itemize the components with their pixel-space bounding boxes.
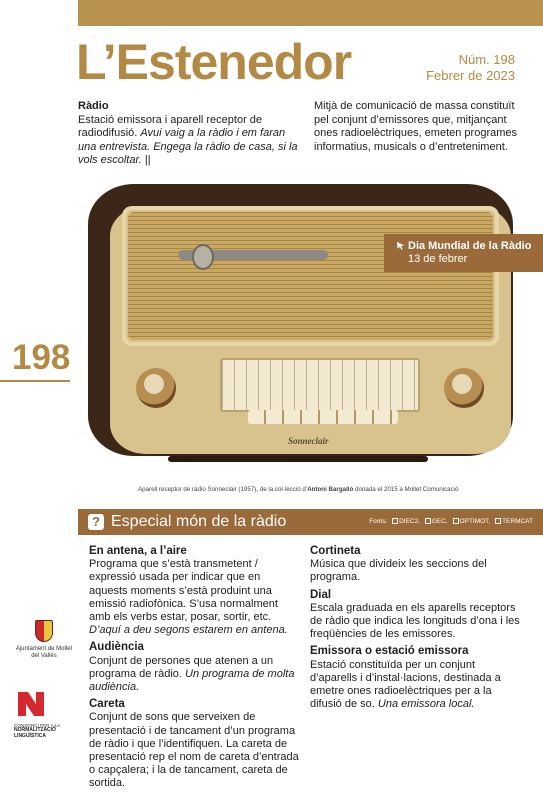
source-diec2: DIEC2, — [399, 518, 421, 525]
link-icon — [453, 518, 459, 524]
cpnl-logo — [14, 690, 74, 739]
glossary-term: Careta — [89, 698, 125, 711]
glossary-entry: Careta Conjunt de sons que serveixen de presentació i de tancament d’un programa de ràdio i que l’identifiquen. La careta de presentació rep el nom de careta d’entrada o capçalera; i la de tancament, careta de sortida. — [89, 698, 301, 790]
section-title: Especial món de la ràdio — [111, 513, 287, 530]
council-logo — [14, 620, 74, 660]
cpnl-line-1: CONSORCI PER A LA — [14, 722, 61, 728]
question-mark-icon: ? — [88, 514, 104, 530]
world-radio-day-title: Dia Mundial de la Ràdio — [408, 240, 532, 252]
source-gec: GEC, — [431, 518, 448, 525]
definition-separator: || — [144, 154, 151, 166]
tuning-dial — [220, 358, 420, 412]
masthead-title: L’Estenedor — [76, 34, 352, 90]
photo-caption: Aparell receptor de ràdio Sonneclair (1957), de la col·lecció d’Antoni Bargalló donada el 2015 a Mollet Comunicació — [138, 486, 459, 493]
top-color-bar — [78, 0, 543, 26]
tuning-knob — [444, 368, 484, 408]
sources-label: Fonts: — [369, 518, 388, 525]
cursor-arrow-icon — [396, 241, 405, 250]
issue-number: Núm. 198 — [458, 52, 515, 67]
source-termcat: TERMCAT — [502, 518, 533, 525]
sources-list — [369, 518, 533, 525]
definition-left-column — [78, 100, 303, 168]
glossary-entry: Dial Escala graduada en els aparells receptors de ràdio que indica les longituds d’ona i les freqüències de les emissores. — [310, 589, 522, 642]
link-icon — [392, 518, 398, 524]
radio-brand-label: Sonneclair — [288, 436, 329, 446]
definition-example: Avui vaig a la ràdio i em faran una entrevista. Engega la ràdio de casa, si la vols escoltar. — [78, 127, 298, 166]
cpnl-mark-icon — [16, 690, 46, 718]
glossary-term: Audiència — [89, 641, 144, 654]
glossary-right-column — [310, 545, 522, 715]
glossary-entry: Audiència Conjunt de persones que atenen a un programa de ràdio. Un programa de molta audiència. — [89, 641, 301, 694]
number-rule — [0, 380, 70, 382]
piano-keys — [248, 410, 398, 424]
cpnl-line-3: LINGÜÍSTICA — [14, 732, 46, 739]
definition-right-column: Mitjà de comunicació de massa constituït pel conjunt d’emissores que, mitjançant ones radioelèctriques, emeten programes informatius, musicals o d’entreteniment. — [314, 100, 518, 153]
glossary-term: En antena, a l’aire — [89, 545, 187, 557]
glossary-entry: Cortineta Música que divideix les seccions del programa. — [310, 545, 522, 585]
cpnl-line-2: NORMALITZACIÓ — [14, 727, 56, 733]
issue-big-number: 198 — [12, 338, 71, 377]
speaker-grille — [128, 212, 493, 340]
coat-of-arms-icon — [35, 620, 53, 642]
radio-photo — [78, 174, 543, 494]
section-header — [78, 509, 543, 535]
definition-text: Estació emissora i aparell receptor de radiodifusió. — [78, 113, 263, 139]
world-radio-day-date: 13 de febrer — [408, 253, 468, 265]
radio-cabinet — [88, 184, 513, 456]
world-radio-day-banner — [384, 234, 543, 272]
volume-knob — [136, 368, 176, 408]
caption-owner: Antoni Bargalló — [307, 486, 354, 493]
radio-logo-badge — [192, 244, 214, 270]
glossary-left-column — [89, 545, 301, 795]
glossary-entry: En antena, a l’aire Programa que s’està transmetent / expressió usada per indicar que en aquests moments s’està produint una emissió radiofònica. S’usa normalment amb els verbs estar, posar, sortir, etc. D’aquí a deu segons estarem en antena. — [89, 545, 301, 637]
glossary-term: Emissora o estació emissora — [310, 645, 469, 658]
issue-info — [426, 52, 515, 84]
link-icon — [425, 518, 431, 524]
glossary-entry: Emissora o estació emissora Estació constituïda per un conjunt d’aparells i d’instal·lacions, destinada a emetre ones radioelèctriques per a la difusió de so. Una emissora local. — [310, 645, 522, 711]
radio-feet — [168, 456, 428, 462]
council-name: Ajuntament de Mollet del Vallès — [15, 646, 73, 659]
issue-date: Febrer de 2023 — [426, 68, 515, 83]
glossary-term: Cortineta — [310, 545, 361, 557]
glossary-term: Dial — [310, 588, 332, 601]
link-icon — [495, 518, 501, 524]
definition-term: Ràdio — [78, 100, 109, 112]
source-optimot: OPTIMOT, — [459, 518, 491, 525]
